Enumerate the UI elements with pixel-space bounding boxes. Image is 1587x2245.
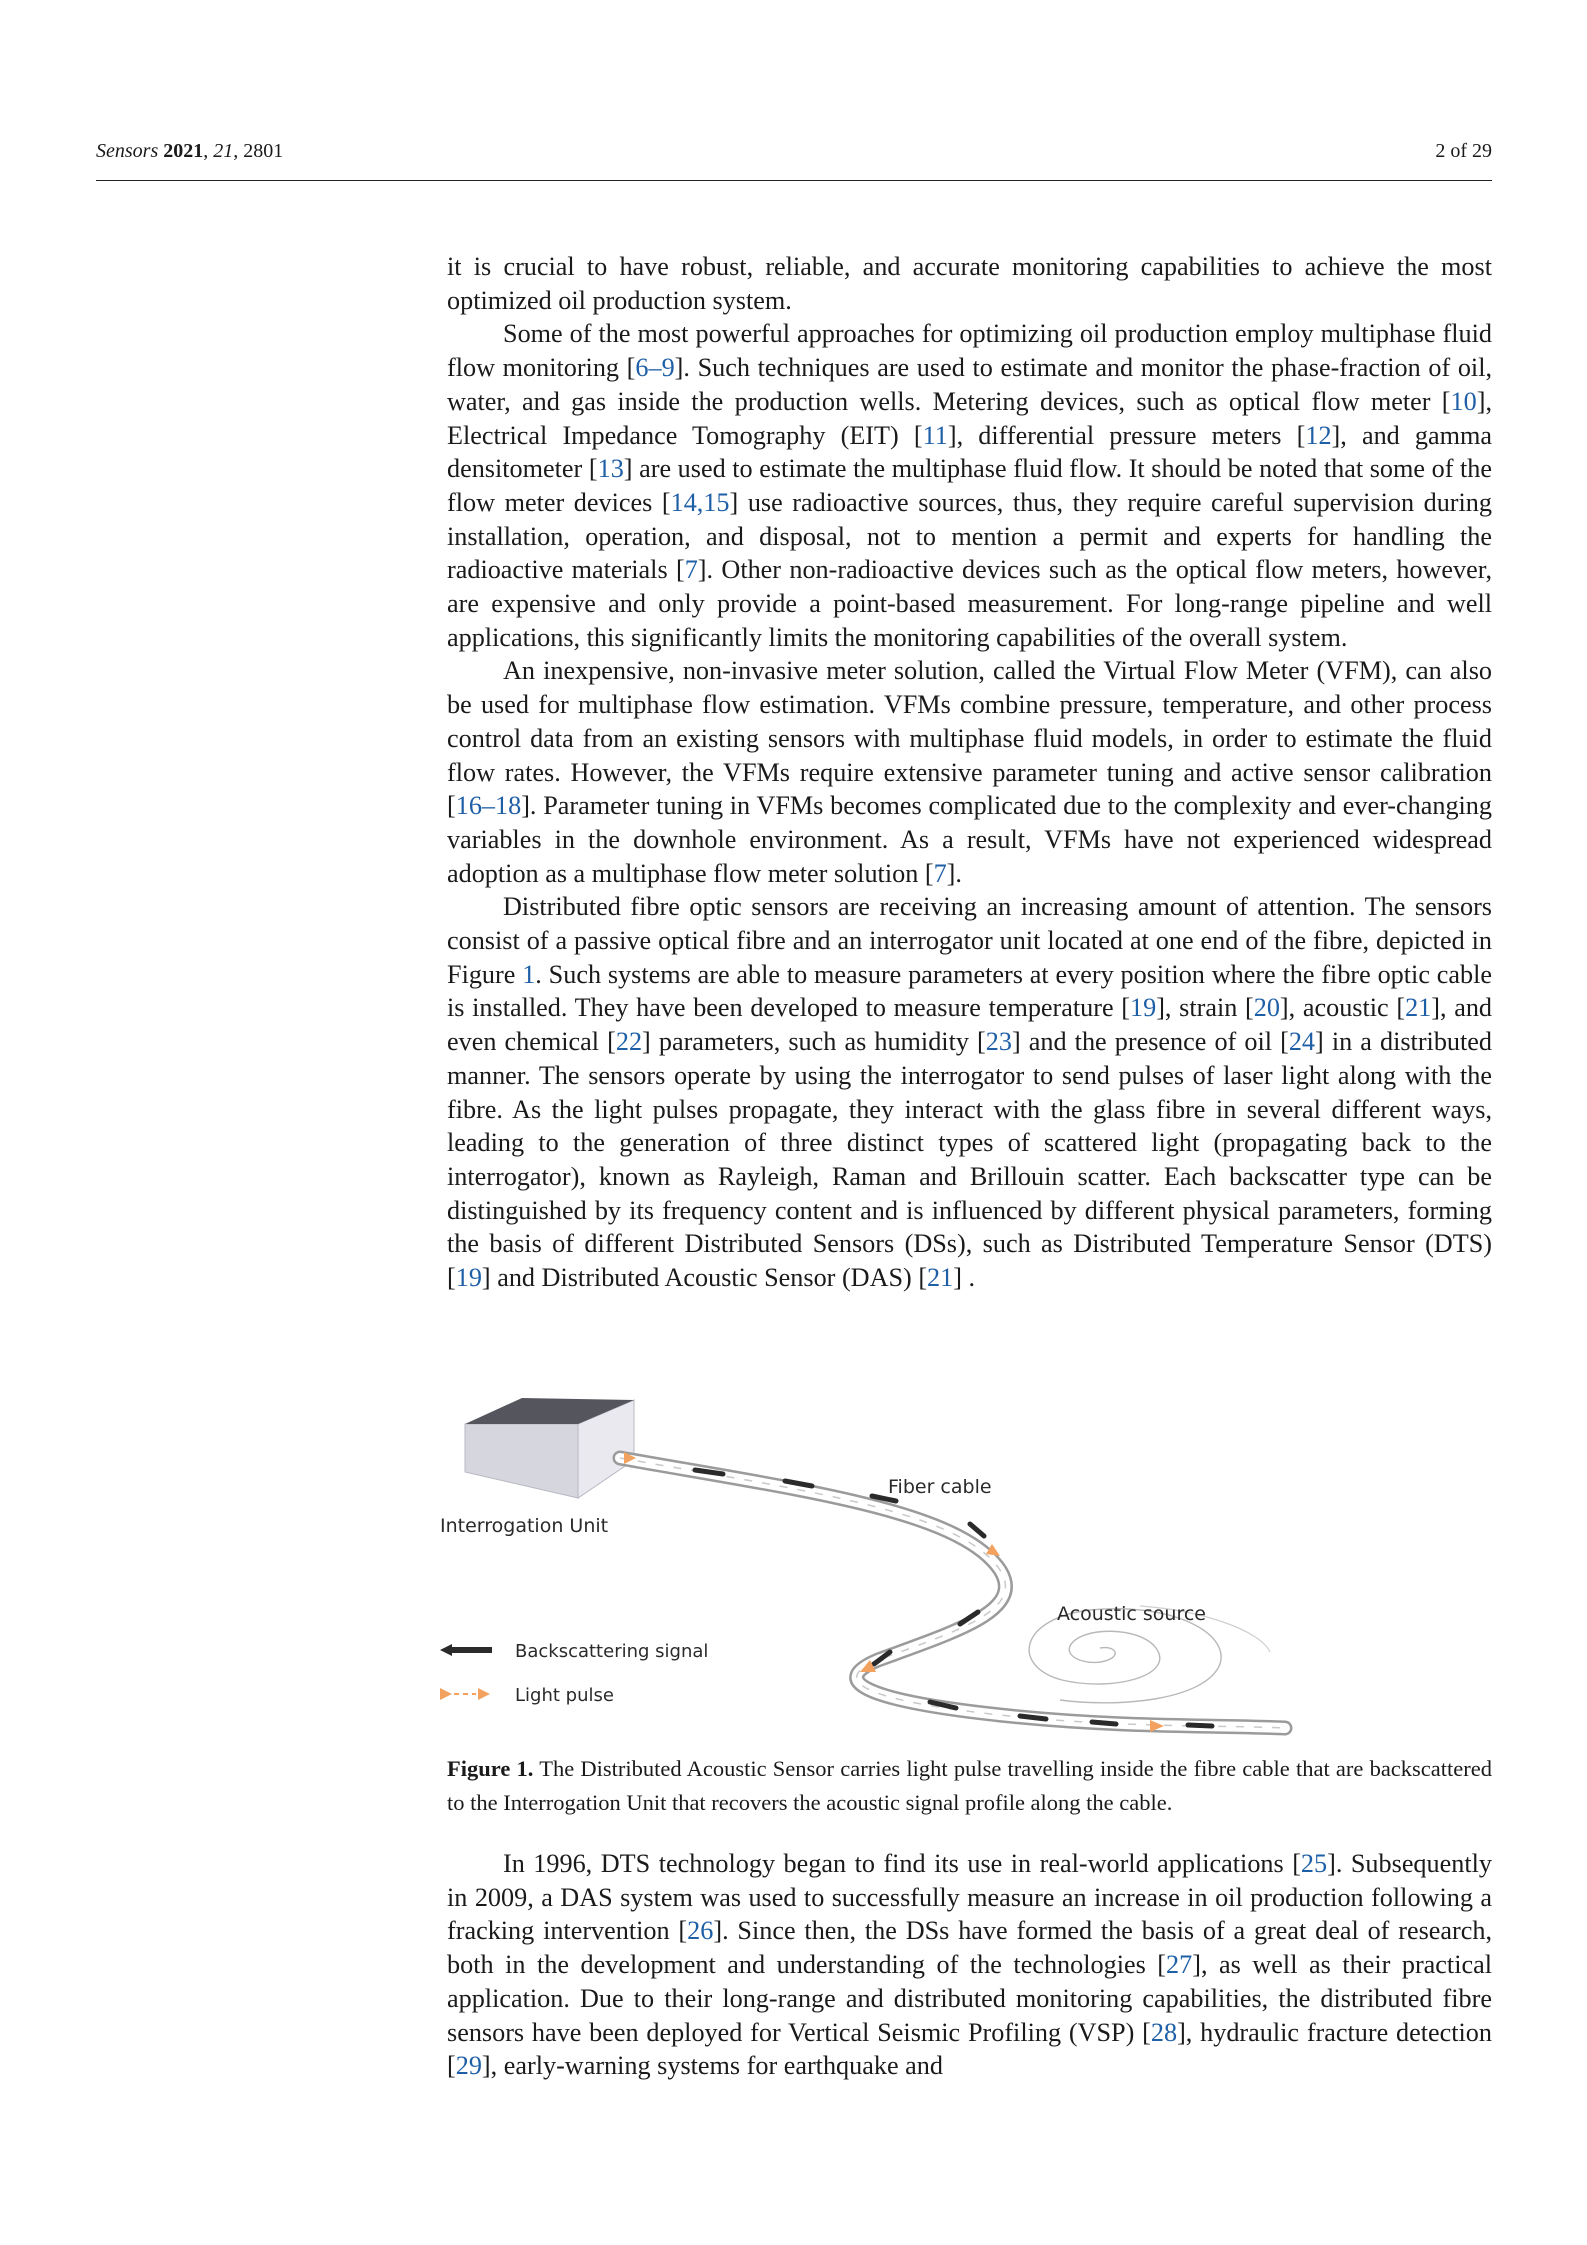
citation-link[interactable]: 11 [922, 420, 948, 450]
paragraph-text: ] and the presence of oil [ [1011, 1027, 1289, 1057]
citation-link[interactable]: 7 [684, 555, 698, 585]
caption-text: The Distributed Acoustic Sensor carries light pulse travelling inside the fibre cable that are backscattered to the Interrogation Unit that recovers the acoustic signal profile along the cable. [447, 1756, 1492, 1815]
paragraph [447, 317, 1492, 654]
citation-link[interactable]: 19 [455, 1263, 482, 1293]
citation-link[interactable]: 20 [1253, 993, 1280, 1023]
paragraph-text: An inexpensive, non-invasive meter solution, called the Virtual Flow Meter (VFM), can also be used for multiphase flow estimation. VFMs combine pressure, temperature, and other process control data from an existing sensors with multiphase fluid models, in order to estimate the fluid flow rates. However, the VFMs require extensive parameter tuning and active sensor calibration [ [447, 656, 1492, 821]
citation-link[interactable]: 26 [687, 1916, 714, 1946]
backscatter-mark [1020, 1716, 1046, 1719]
citation-link[interactable]: 25 [1300, 1849, 1328, 1878]
citation-link[interactable]: 12 [1305, 420, 1332, 450]
caption-label: Figure 1. [447, 1756, 534, 1781]
paragraph-text: ], and even chemical [ [447, 993, 1493, 1057]
backscatter-marks [695, 1470, 1212, 1726]
paragraph-text: ] use radioactive sources, thus, they require careful supervision during installation, operation, and disposal, not to mention a permit and experts for handling the radioactive materials [ [447, 487, 1492, 585]
paragraph-text: Distributed fibre optic sensors are receiving an increasing amount of attention. The sensors consist of a passive optical fibre and an interrogator unit located at one end of the fibre, depicted in Figure [447, 892, 1492, 989]
citation-link[interactable]: 6–9 [635, 353, 675, 383]
citation-link[interactable]: 21 [1405, 993, 1432, 1023]
page-number: 2 of 29 [1435, 140, 1492, 162]
paragraph [447, 890, 1492, 1294]
citation-link[interactable]: 29 [455, 2051, 482, 2081]
paragraph-text: ]. Subsequently in 2009, a DAS system was used to successfully measure an increase in oil production following a fracking intervention [ [447, 1849, 1492, 1946]
article-number: 2801 [243, 140, 284, 162]
paragraph-text: ], strain [ [1156, 993, 1254, 1023]
paragraph-text: it is crucial to have robust, reliable, and accurate monitoring capabilities to achieve the most optimized oil production system. [447, 252, 1492, 315]
citation-link[interactable]: 28 [1150, 2017, 1178, 2047]
journal-name: Sensors [96, 140, 159, 162]
citation-link[interactable]: 24 [1288, 1027, 1315, 1057]
paragraph-text: Some of the most powerful approaches for optimizing oil production employ multiphase fluid flow monitoring [ [447, 319, 1492, 383]
paragraph-text: ]. [946, 858, 962, 888]
citation-link[interactable]: 21 [927, 1263, 954, 1293]
figure-1 [440, 1380, 1320, 1740]
body-text-top [447, 250, 1492, 1295]
paragraph-text: ]. Such techniques are used to estimate and monitor the phase-fraction of oil, water, and gas inside the production wells. Metering devices, such as optical flow meter [ [447, 353, 1493, 416]
citation-link[interactable]: 1 [522, 959, 536, 989]
figure-legend [440, 1641, 708, 1706]
paragraph-text: ] in a distributed manner. The sensors operate by using the interrogator to send pulses of laser light along with the fibre. As the light pulses propagate, they interact with the glass fibre in several different ways, leading to the generation of three distinct types of scattered light (propagating back to the interrogator), known as Rayleigh, Raman and Brillouin scatter. Each backscatter type can be distinguished by its frequency content and is influenced by different physical parameters, forming the basis of different Distributed Sensors (DSs), such as Distributed Temperature Sensor (DTS) [ [447, 1027, 1493, 1293]
running-header [96, 140, 1492, 181]
paragraph [447, 250, 1492, 317]
paragraph-text: ] are used to estimate the multiphase fluid flow. It should be noted that some of the flow meter devices [ [447, 454, 1493, 517]
journal-year: 2021 [163, 140, 204, 162]
backscatter-mark [1188, 1725, 1212, 1726]
paragraph-text: ], Electrical Impedance Tomography (EIT) [ [447, 386, 1492, 450]
figure-caption [447, 1752, 1492, 1820]
citation-link[interactable]: 10 [1450, 386, 1477, 416]
citation-link[interactable]: 27 [1166, 1950, 1193, 1980]
journal-volume: 21 [213, 140, 234, 162]
interrogation-unit-label: Interrogation Unit [440, 1515, 609, 1537]
paragraph-text: In 1996, DTS technology began to find its use in real-world applications [ [503, 1849, 1301, 1878]
light-pulse-legend-icon [440, 1688, 490, 1700]
paragraph-text: . Such systems are able to measure parameters at every position where the fibre optic cable is installed. They have been developed to measure temperature [ [447, 959, 1492, 1023]
das-schematic [440, 1380, 1320, 1740]
citation-link[interactable]: 19 [1130, 993, 1157, 1023]
unit-box-front [465, 1424, 578, 1498]
citation-link[interactable]: 22 [615, 1027, 643, 1057]
paragraph-text: ] and Distributed Acoustic Sensor (DAS) [ [481, 1263, 928, 1293]
legend-backscatter-label: Backscattering signal [515, 1641, 709, 1662]
citation-link[interactable]: 7 [933, 858, 947, 888]
paragraph-text: ]. Parameter tuning in VFMs becomes complicated due to the complexity and ever-changing variables in the downhole environment. As a result, VFMs have not experienced widespread adoption as a multiphase flow meter solution [ [447, 791, 1492, 888]
paragraph-text: ], differential pressure meters [ [947, 420, 1306, 450]
citation-link[interactable]: 23 [985, 1027, 1012, 1057]
paragraph-text: ] . [953, 1263, 976, 1293]
backscatter-legend-icon [440, 1644, 492, 1656]
fiber-cable-label: Fiber cable [888, 1476, 992, 1498]
interrogation-unit-icon [465, 1398, 634, 1498]
citation-link[interactable]: 13 [597, 454, 624, 484]
paragraph-text: ], and gamma densitometer [ [447, 420, 1492, 484]
acoustic-source-label: Acoustic source [1057, 1603, 1206, 1625]
citation-link[interactable]: 14,15 [670, 487, 730, 517]
fiber-cable [620, 1458, 1285, 1728]
paragraph-text: ]. Other non-radioactive devices such as the optical flow meters, however, are expensive and only provide a point-based measurement. For long-range pipeline and well applications, this significantly limits the monitoring capabilities of the overall system. [447, 555, 1492, 652]
paragraph-text: ], hydraulic fracture detection [ [447, 2017, 1492, 2081]
body-text-bottom [447, 1847, 1492, 2083]
paragraph-text: ], acoustic [ [1279, 993, 1406, 1023]
paragraph-text: ], as well as their practical application. Due to their long-range and distributed monitoring capabilities, the distributed fibre sensors have been deployed for Vertical Seismic Profiling (VSP) [ [447, 1950, 1493, 2047]
legend-light-pulse-label: Light pulse [515, 1685, 614, 1706]
paragraph-text: ]. Since then, the DSs have formed the basis of a great deal of research, both in the development and understanding of the technologies [ [447, 1916, 1492, 1980]
paragraph-text: ] parameters, such as humidity [ [642, 1027, 986, 1057]
journal-citation: Sensors 2021, 21, 2801 [96, 140, 284, 162]
paragraph [447, 1847, 1492, 2083]
backscatter-mark [970, 1524, 984, 1536]
backscatter-mark [1092, 1722, 1116, 1724]
citation-link[interactable]: 16–18 [455, 791, 522, 821]
paragraph-text: ], early-warning systems for earthquake and [481, 2051, 943, 2081]
paragraph [447, 654, 1492, 890]
